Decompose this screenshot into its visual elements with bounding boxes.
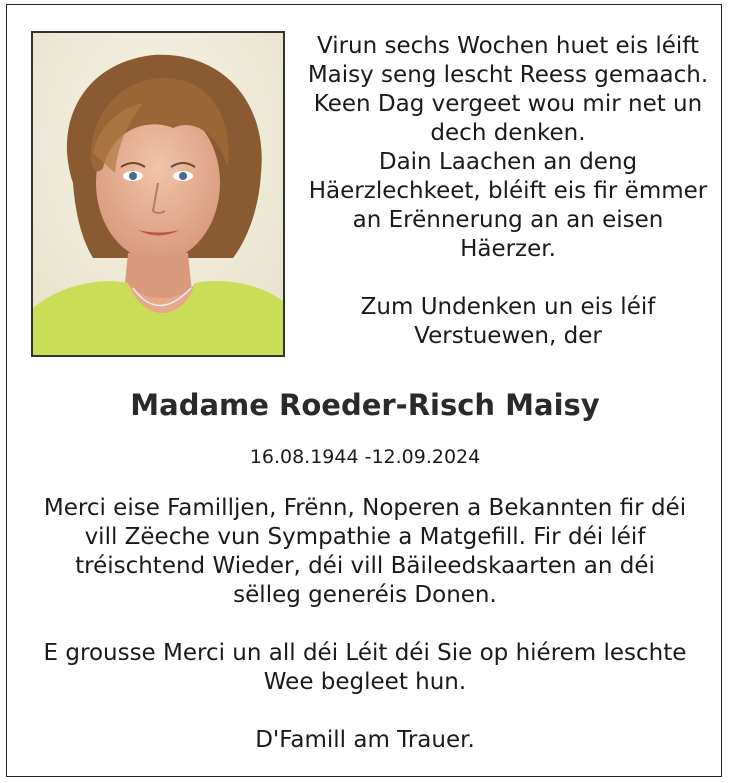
thanks-line: Merci eise Familljen, Frënn, Noperen a Bekannten fir déi [43,495,687,521]
deceased-name: Madame Roeder-Risch Maisy [130,388,600,422]
spacer [20,697,710,726]
thanks-line: sëlleg generéis Donen. [233,582,497,608]
thanks-text [20,494,710,755]
poem-line: Keen Dag vergeet wou mir net un [313,91,703,117]
spacer [20,610,710,639]
poem-line: Häerzlechkeet, bléift eis fir ëmmer [308,178,708,204]
thanks-line: E grousse Merci un all déi Léit déi Sie op hiérem leschte [43,640,687,666]
poem-line: Verstuewen, der [414,323,602,349]
thanks-line: Wee begleet hun. [263,669,467,695]
poem-line: Maisy seng lescht Reess gemaach. [307,62,709,88]
poem-line: Virun sechs Wochen huet eis léift [316,33,700,59]
spacer [300,264,716,293]
portrait-photo [31,31,285,357]
signature: D'Famill am Trauer. [255,727,475,753]
poem-line: Dain Laachen an deng [378,149,638,175]
portrait-photo-icon [33,33,283,355]
poem-line: an Erënnerung an an eisen [352,207,664,233]
poem-text [300,32,716,351]
poem-line: Zum Undenken un eis léif [360,294,656,320]
poem-line: dech denken. [430,120,586,146]
thanks-line: vill Zëeche vun Sympathie a Matgefill. Fir déi léif [84,524,646,550]
thanks-line: tréischtend Wieder, déi vill Bäileedskaarten an déi [75,553,655,579]
poem-line: Häerzer. [460,236,556,262]
life-dates: 16.08.1944 -12.09.2024 [249,446,481,468]
